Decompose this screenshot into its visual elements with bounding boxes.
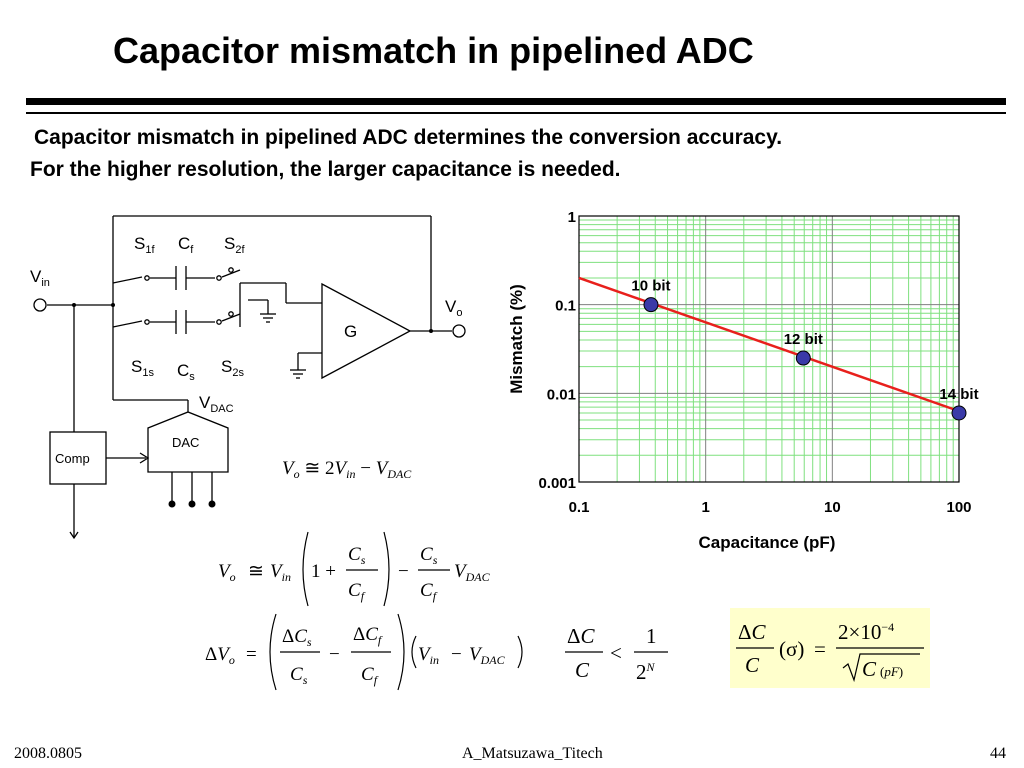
equation-vo-full xyxy=(218,532,491,606)
s2f-label: $S_{2f}$ xyxy=(224,234,245,256)
body-text-line-2: For the higher resolution, the larger capacitance is needed. xyxy=(30,158,621,181)
chart-x-axis-title: Capacitance (pF) xyxy=(698,533,836,552)
s2s-label: $S_{2s}$ xyxy=(221,357,244,379)
svg-text:−: − xyxy=(451,644,462,665)
svg-text:ΔCf: $\Delta C_f$ xyxy=(353,624,382,647)
svg-text:VDAC: $V_{DAC}$ xyxy=(454,561,490,584)
vin-label: $V_{in}$ xyxy=(30,267,50,289)
svg-text:Cf: $C_f$ xyxy=(348,580,365,603)
chart-x-tick-label: 100 xyxy=(946,499,972,516)
svg-text:Cs: $C_s$ xyxy=(420,544,438,567)
footer-author: A_Matsuzawa_Titech xyxy=(462,745,603,762)
equation-accuracy-limit xyxy=(565,624,668,684)
vo-label: $V_o$ xyxy=(445,297,463,319)
svg-text:2×10−4: $2\times 10^{-4}$ xyxy=(838,620,895,644)
svg-text:C: C xyxy=(575,658,590,682)
svg-text:ΔC: ΔC xyxy=(567,624,595,648)
equation-mismatch-sigma xyxy=(736,620,924,681)
svg-text:VDAC: $V_{DAC}$ xyxy=(469,644,505,667)
slide-title: Capacitor mismatch in pipelined ADC xyxy=(113,30,754,71)
amp-label: G xyxy=(344,322,358,341)
svg-text:C: C xyxy=(862,657,877,681)
chart-point-label-3: 14 bit xyxy=(939,386,979,404)
svg-text:Cf: $C_f$ xyxy=(361,664,378,687)
chart-x-tick-label: 1 xyxy=(701,499,710,516)
svg-text:(pF): (pF) xyxy=(880,664,904,679)
svg-text:−: − xyxy=(329,644,340,665)
s1f-label: $S_{1f}$ xyxy=(134,234,155,256)
chart-y-tick-label: 0.1 xyxy=(555,297,576,315)
svg-text:Vo ≅ 2Vin − VDAC: $V_o$ ≅ $2V_{in} - V_{DAC}$ xyxy=(282,458,412,481)
chart-y-tick-label: 0.001 xyxy=(538,475,576,492)
chart-x-tick-label: 10 xyxy=(823,499,841,516)
vdac-label: $V_{DAC}$ xyxy=(199,393,234,415)
cs-label: $C_s$ xyxy=(177,361,195,383)
svg-text:(σ): (σ) xyxy=(779,637,805,661)
equation-vo-simple xyxy=(282,458,412,481)
svg-text:1: 1 xyxy=(646,624,657,648)
svg-text:−: − xyxy=(398,561,409,582)
svg-text:Cf: $C_f$ xyxy=(420,580,437,603)
svg-text:2N: $2^N$ xyxy=(636,660,655,684)
chart-y-axis-title: Mismatch (%) xyxy=(507,284,526,394)
dac-label: DAC xyxy=(172,435,200,450)
svg-text:ΔC: ΔC xyxy=(738,620,766,644)
chart-x-tick-label: 0.1 xyxy=(568,499,590,516)
footer-date: 2008.0805 xyxy=(14,745,82,762)
chart-point-label-2: 12 bit xyxy=(783,331,823,349)
svg-text:<: < xyxy=(610,641,622,665)
svg-text:Cs: $C_s$ xyxy=(348,544,366,567)
svg-text:Cs: $C_s$ xyxy=(290,664,308,687)
body-text-line-1: Capacitor mismatch in pipelined ADC determines the conversion accuracy. xyxy=(34,126,783,149)
svg-text:=: = xyxy=(814,637,826,661)
chart-point-label-1: 10 bit xyxy=(631,277,671,295)
footer-page-number: 44 xyxy=(990,745,1006,762)
svg-text:C: C xyxy=(745,653,760,677)
svg-text:=: = xyxy=(246,644,257,665)
cf-label: $C_f$ xyxy=(178,234,194,256)
chart-y-tick-label: 0.01 xyxy=(546,386,576,404)
svg-text:1 +: 1 + xyxy=(311,561,336,582)
svg-text:Vin: $V_{in}$ xyxy=(270,561,291,584)
chart-y-tick-label: 1 xyxy=(567,209,576,226)
svg-text:Vin: $V_{in}$ xyxy=(418,644,439,667)
equation-delta-vo xyxy=(205,614,522,690)
s1s-label: $S_{1s}$ xyxy=(131,357,154,379)
svg-text:Vo: $V_o$ xyxy=(218,561,236,584)
comp-label: Comp xyxy=(55,451,90,466)
svg-text:≅: ≅ xyxy=(248,561,264,582)
svg-text:ΔCs: $\Delta C_s$ xyxy=(282,626,312,649)
svg-text:ΔVo: $\Delta V_o$ xyxy=(205,644,235,667)
